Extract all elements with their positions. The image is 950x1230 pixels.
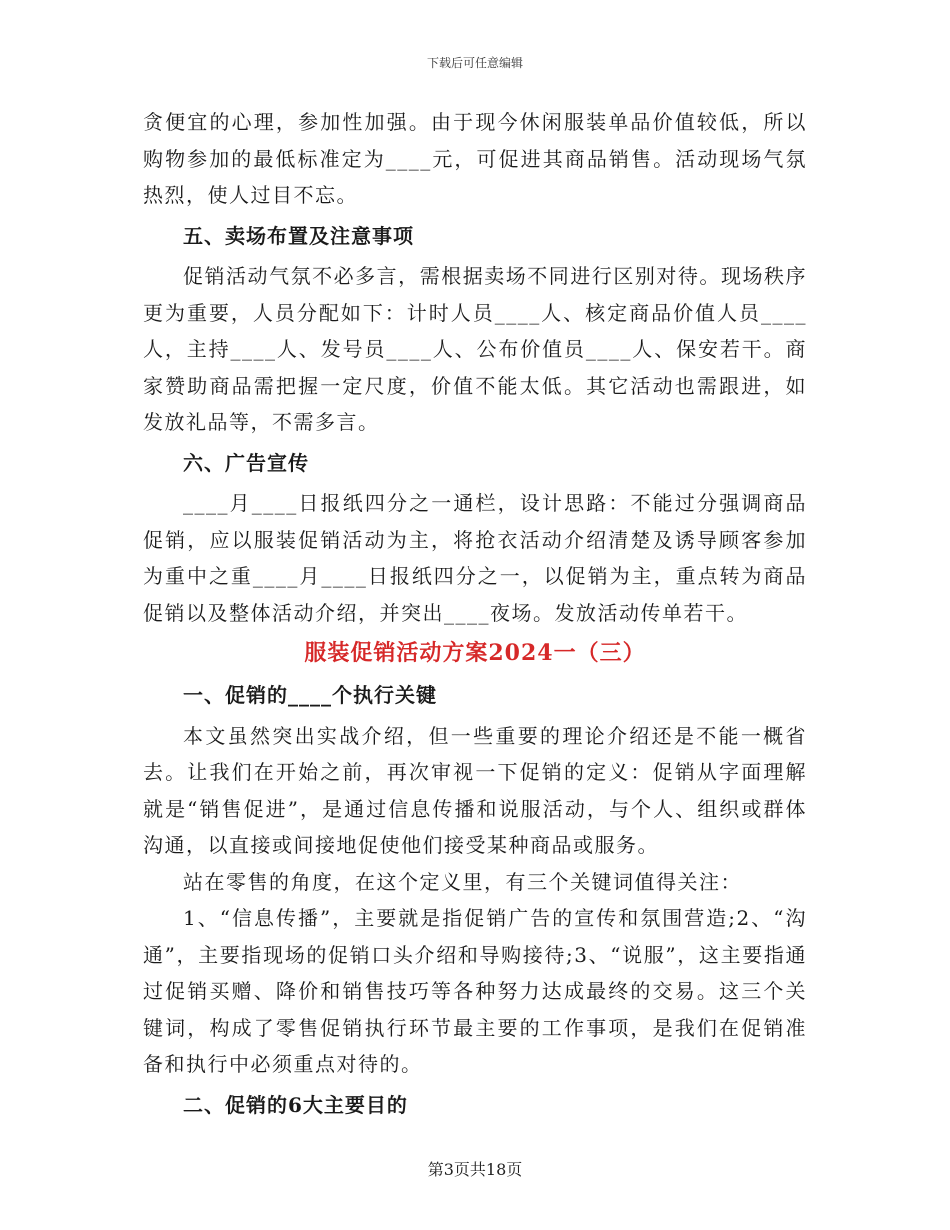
paragraph-keywords-intro: 站在零售的角度，在这个定义里，有三个关键词值得关注： [183, 869, 742, 894]
paragraph-continuation: 贪便宜的心理，参加性加强。由于现今休闲服装单品价值较低，所以购物参加的最低标准定为____元，可促进其商品销售。活动现场气氛热烈，使人过目不忘。 [143, 110, 807, 207]
section-heading-2: 二、促销的6大主要目的 [183, 1092, 408, 1117]
section-heading-1: 一、促销的____个执行关键 [183, 683, 437, 707]
section-heading-6: 六、广告宣传 [183, 450, 309, 475]
page-header: 下载后可任意编辑 [426, 56, 523, 70]
document-title: 服装促销活动方案2024一（三） [304, 640, 646, 666]
section-heading-5: 五、卖场布置及注意事项 [183, 223, 414, 248]
page-footer: 第3页共18页 [427, 1160, 523, 1179]
paragraph-definition: 本文虽然突出实战介绍，但一些重要的理论介绍还是不能一概省去。让我们在开始之前，再次审视一下促销的定义：促销从字面理解就是“销售促进”，是通过信息传播和说服活动，与个人、组织或群体沟通，以直接或间接地促使他们接受某种商品或服务。 [143, 723, 807, 857]
document-body [143, 104, 807, 1127]
paragraph-venue-layout: 促销活动气氛不必多言，需根据卖场不同进行区别对待。现场秩序更为重要，人员分配如下：计时人员____人、核定商品价值人员____人，主持____人、发号员____人、公布价值员____人、保安若干。商家赞助商品需把握一定尺度，价值不能太低。其它活动也需跟进，如发放礼品等，不需多言。 [143, 264, 807, 434]
paragraph-keywords: 1、“信息传播”，主要就是指促销广告的宣传和氛围营造;2、“沟通”，主要指现场的促销口头介绍和导购接待;3、“说服”，这主要指通过促销买赠、降价和销售技巧等各种努力达成最终的交易。这三个关键词，构成了零售促销执行环节最主要的工作事项，是我们在促销准备和执行中必须重点对待的。 [143, 906, 807, 1076]
paragraph-advertising: ____月____日报纸四分之一通栏，设计思路：不能过分强调商品促销，应以服装促销活动为主，将抢衣活动介绍清楚及诱导顾客参加为重中之重____月____日报纸四分之一，以促销为主，重点转为商品促销以及整体活动介绍，并突出____夜场。发放活动传单若干。 [143, 491, 807, 625]
